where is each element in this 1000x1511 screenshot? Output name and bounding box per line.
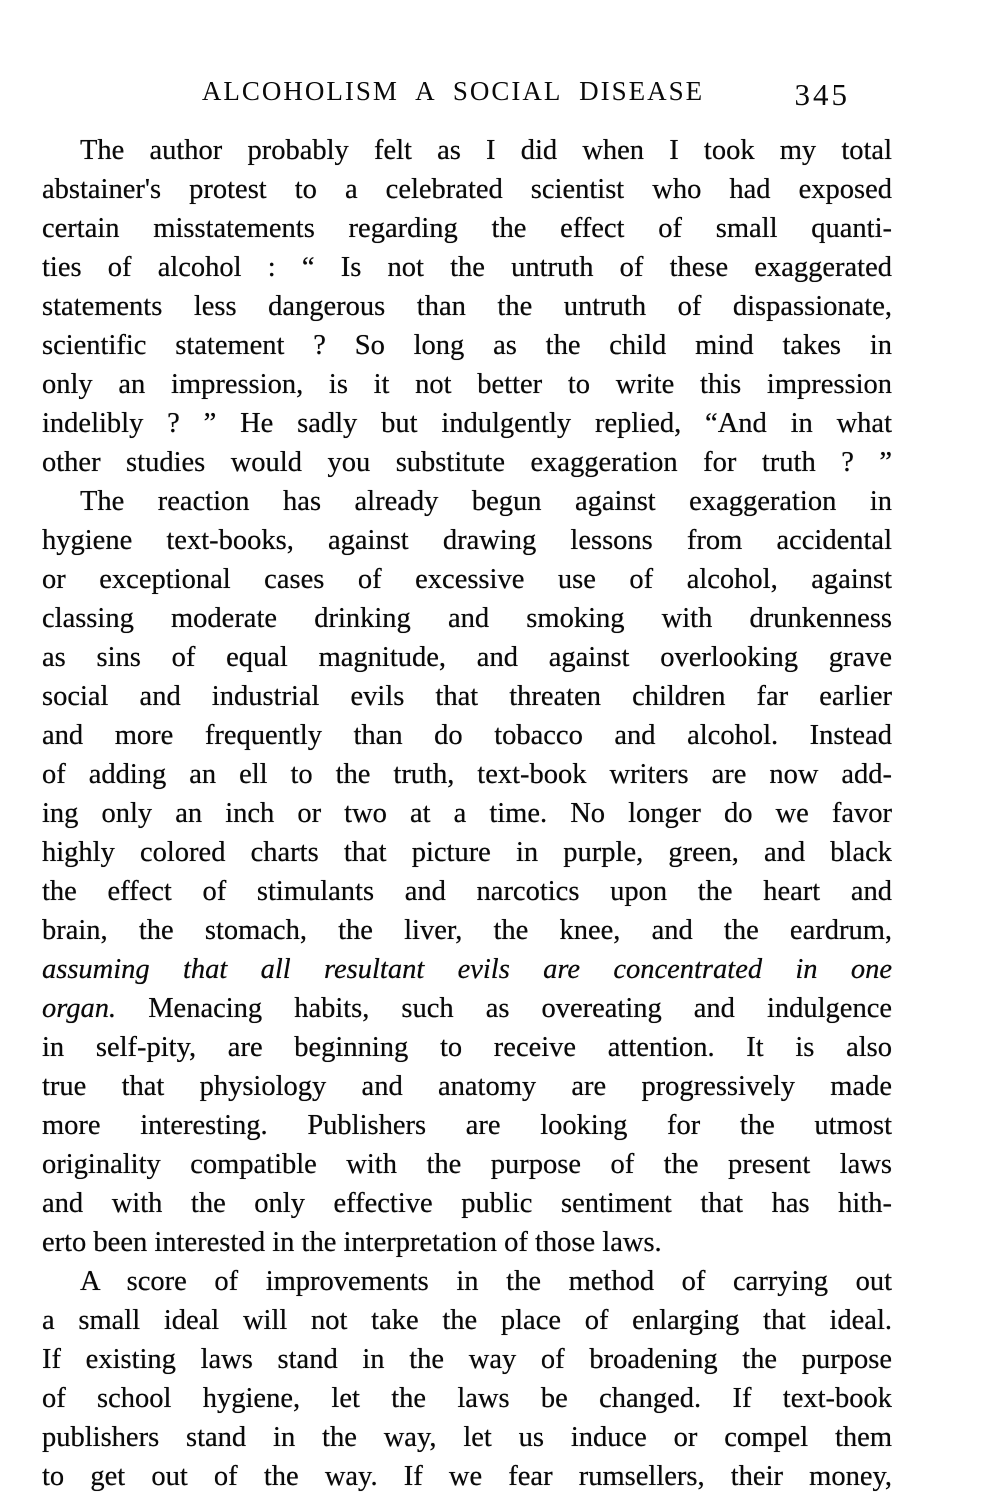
- running-head-title: ALCOHOLISM A SOCIAL DISEASE: [201, 76, 705, 106]
- text-segment: brain, the stomach, the liver, the knee, and the eardrum,: [42, 915, 892, 946]
- text-segment: other studies would you substitute exaggeration for truth ? ”: [42, 447, 892, 478]
- text-line: [42, 911, 892, 950]
- page-body: [42, 131, 892, 1496]
- page-header: [42, 76, 892, 112]
- text-segment: more interesting. Publishers are looking for the utmost: [42, 1110, 892, 1141]
- text-line: [42, 326, 892, 365]
- text-line: [42, 1418, 892, 1457]
- italic-text-segment: assuming that all resultant evils are concentrated in one: [42, 954, 892, 985]
- text-segment: erto been interested in the interpretation of those laws.: [42, 1227, 662, 1258]
- text-segment: social and industrial evils that threaten children far earlier: [42, 681, 892, 712]
- text-line: [42, 1145, 892, 1184]
- text-line: [42, 638, 892, 677]
- text-segment: The author probably felt as I did when I took my total: [80, 135, 892, 166]
- text-segment: If existing laws stand in the way of broadening the purpose: [42, 1344, 892, 1375]
- page-number: 345: [794, 77, 850, 112]
- text-line: [42, 521, 892, 560]
- text-segment: abstainer's protest to a celebrated scientist who had exposed: [42, 174, 892, 205]
- text-segment: Menacing habits, such as overeating and indulgence: [116, 993, 892, 1024]
- text-segment: to get out of the way. If we fear rumsellers, their money,: [42, 1461, 892, 1492]
- text-line: [42, 482, 892, 521]
- text-segment: in self-pity, are beginning to receive attention. It is also: [42, 1032, 892, 1063]
- text-line: [42, 716, 892, 755]
- text-segment: A score of improvements in the method of carrying out: [80, 1266, 892, 1297]
- text-line: [42, 1184, 892, 1223]
- text-line: [42, 1028, 892, 1067]
- text-segment: or exceptional cases of excessive use of alcohol, against: [42, 564, 892, 595]
- text-segment: scientific statement ? So long as the child mind takes in: [42, 330, 892, 361]
- text-line: [42, 170, 892, 209]
- text-segment: hygiene text-books, against drawing lessons from accidental: [42, 525, 892, 556]
- text-segment: highly colored charts that picture in purple, green, and black: [42, 837, 892, 868]
- text-line: [42, 1106, 892, 1145]
- text-segment: true that physiology and anatomy are progressively made: [42, 1071, 892, 1102]
- text-line: [42, 365, 892, 404]
- text-segment: a small ideal will not take the place of enlarging that ideal.: [42, 1305, 892, 1336]
- text-line: [42, 872, 892, 911]
- paragraph: [42, 131, 892, 482]
- text-line: [42, 560, 892, 599]
- text-line: [42, 950, 892, 989]
- text-line: [42, 209, 892, 248]
- text-line: [42, 1340, 892, 1379]
- text-line: [42, 1262, 892, 1301]
- paragraph: [42, 1262, 892, 1496]
- text-line: [42, 1223, 892, 1262]
- text-line: [42, 677, 892, 716]
- text-line: [42, 287, 892, 326]
- text-segment: as sins of equal magnitude, and against overlooking grave: [42, 642, 892, 673]
- text-segment: originality compatible with the purpose of the present laws: [42, 1149, 892, 1180]
- text-segment: classing moderate drinking and smoking with drunkenness: [42, 603, 892, 634]
- text-segment: the effect of stimulants and narcotics upon the heart and: [42, 876, 892, 907]
- text-segment: publishers stand in the way, let us induce or compel them: [42, 1422, 892, 1453]
- text-line: [42, 1301, 892, 1340]
- text-line: [42, 1379, 892, 1418]
- text-line: [42, 443, 892, 482]
- text-segment: ing only an inch or two at a time. No longer do we favor: [42, 798, 892, 829]
- text-segment: indelibly ? ” He sadly but indulgently replied, “And in what: [42, 408, 892, 439]
- text-line: [42, 404, 892, 443]
- text-segment: statements less dangerous than the untruth of dispassionate,: [42, 291, 892, 322]
- paragraph: [42, 482, 892, 1262]
- text-line: [42, 599, 892, 638]
- text-segment: The reaction has already begun against exaggeration in: [80, 486, 892, 517]
- text-segment: of adding an ell to the truth, text-book writers are now add-: [42, 759, 892, 790]
- text-segment: and with the only effective public sentiment that has hith-: [42, 1188, 892, 1219]
- text-segment: and more frequently than do tobacco and alcohol. Instead: [42, 720, 892, 751]
- text-line: [42, 989, 892, 1028]
- text-line: [42, 1457, 892, 1496]
- text-line: [42, 794, 892, 833]
- italic-text-segment: organ.: [42, 993, 117, 1024]
- text-line: [42, 755, 892, 794]
- text-segment: ties of alcohol : “ Is not the untruth of these exaggerated: [42, 252, 892, 283]
- text-segment: of school hygiene, let the laws be changed. If text-book: [42, 1383, 892, 1414]
- text-segment: certain misstatements regarding the effect of small quanti-: [42, 213, 892, 244]
- text-line: [42, 1067, 892, 1106]
- text-line: [42, 131, 892, 170]
- text-segment: only an impression, is it not better to write this impression: [42, 369, 892, 400]
- text-line: [42, 833, 892, 872]
- text-line: [42, 248, 892, 287]
